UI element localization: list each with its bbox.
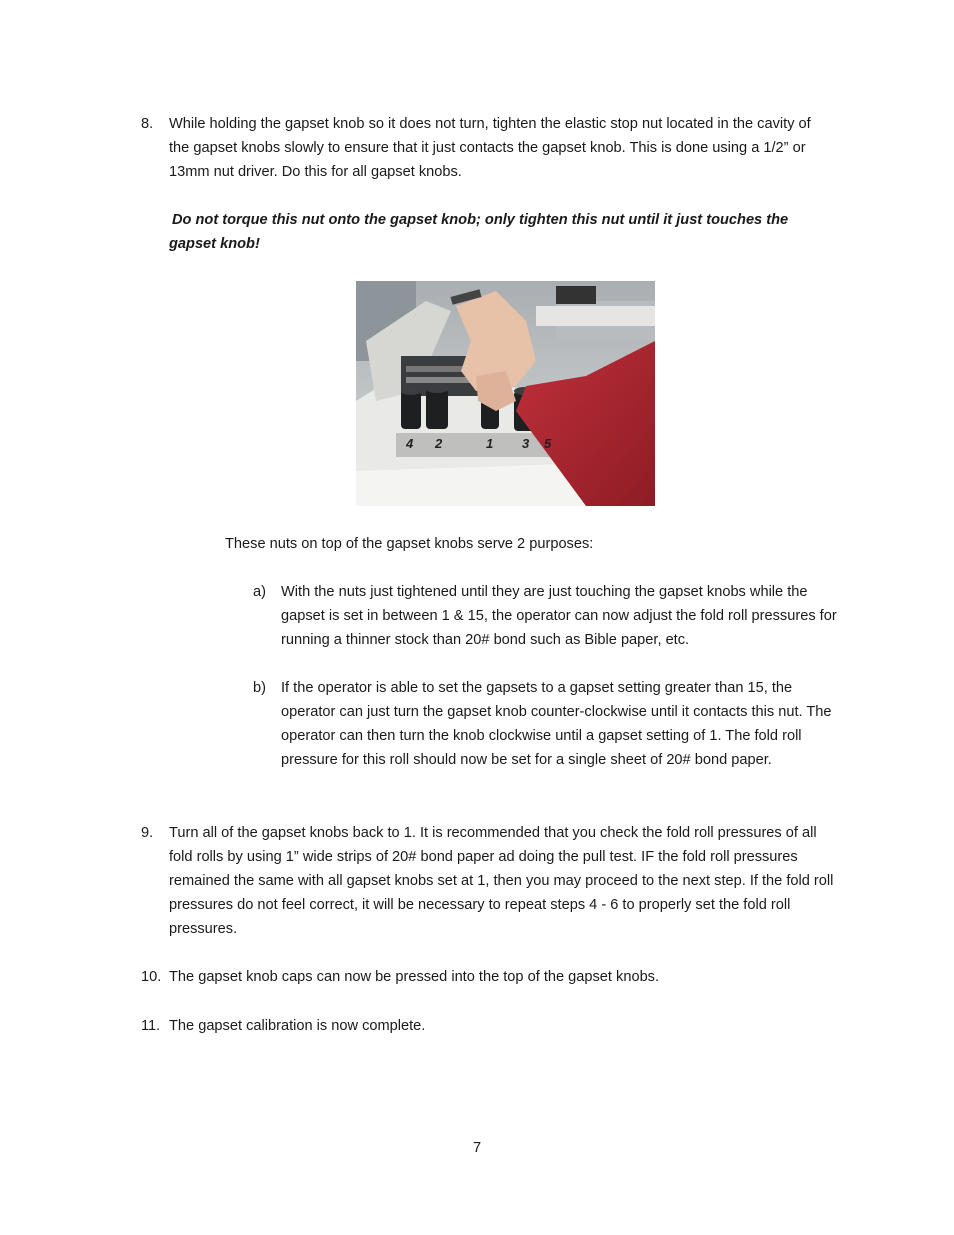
- purpose-a-text: With the nuts just tightened until they are just touching the gapset knobs while the gapset is set in between 1 & 15, the operator can now adjust the fold roll pressures for running a thinner stock than 20# bond such as Bible paper, etc.: [281, 584, 837, 648]
- gapset-knob-photo: [356, 281, 655, 506]
- step-9-text: Turn all of the gapset knobs back to 1. It is recommended that you check the fold roll pressures of all fold rolls by using 1” wide strips of 20# bond paper ad doing the pull test. IF the fold roll pressures remained the same with all gapset knobs set at 1, then you may proceed to the next step. If the fold roll pressures do not feel correct, it will be necessary to repeat steps 4 - 6 to properly set the fold roll pressures.: [169, 825, 834, 937]
- step-10-number: 10.: [141, 969, 162, 985]
- knob-label-1: 1: [486, 436, 494, 451]
- purposes-intro: These nuts on top of the gapset knobs serve 2 purposes:: [225, 536, 594, 552]
- step-10-text: The gapset knob caps can now be pressed into the top of the gapset knobs.: [169, 969, 660, 985]
- purpose-b-text: If the operator is able to set the gapsets to a gapset setting greater than 15, the operator can just turn the gapset knob counter-clockwise until it contacts this nut. The operator can then turn the knob clockwise until a gapset setting of 1. The fold roll pressure for this roll should now be set for a single sheet of 20# bond paper.: [281, 680, 832, 768]
- step-11-text: The gapset calibration is now complete.: [169, 1018, 426, 1034]
- knob-label-3: 3: [522, 436, 530, 451]
- photo-illustration: [356, 281, 655, 506]
- page-number: 7: [472, 1140, 482, 1156]
- step-8-number: 8.: [141, 116, 154, 132]
- step-8-warning: Do not torque this nut onto the gapset knob; only tighten this nut until it just touches the gapset knob!: [169, 212, 789, 252]
- knob-label-4: 4: [406, 436, 414, 451]
- knob-label-2: 2: [435, 436, 443, 451]
- step-8-text: While holding the gapset knob so it does not turn, tighten the elastic stop nut located in the cavity of the gapset knobs slowly to ensure that it just contacts the gapset knob. This is done using a 1/2” or 13mm nut driver. Do this for all gapset knobs.: [169, 116, 811, 180]
- step-9-number: 9.: [141, 825, 154, 841]
- step-11-number: 11.: [141, 1018, 161, 1034]
- purpose-a-label: a): [253, 584, 266, 600]
- knob-label-5: 5: [544, 436, 552, 451]
- purpose-b-label: b): [253, 680, 266, 696]
